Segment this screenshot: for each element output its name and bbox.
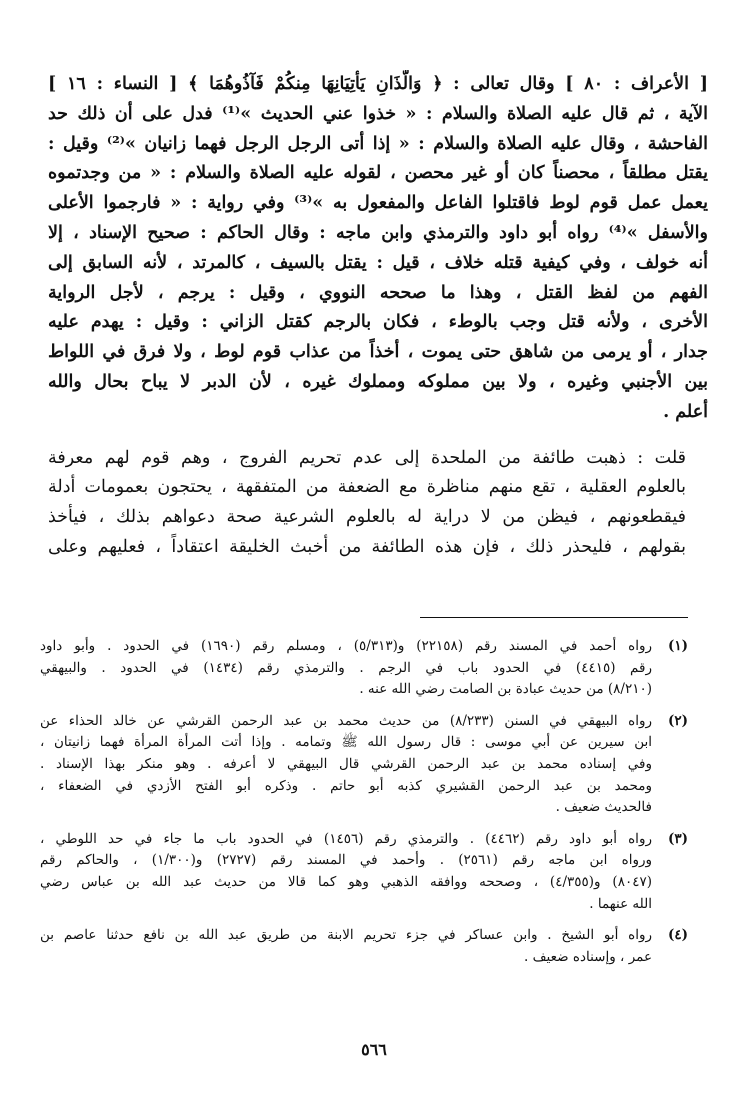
footnote-text <box>40 636 652 701</box>
footnote-line: رواه البيهقي في السنن (٨/٢٣٣) من حديث محمد بن عبد الرحمن القرشي عن خالد الحذاء عن <box>40 712 652 729</box>
paragraph-2 <box>48 444 708 563</box>
footnote-2 <box>40 711 688 819</box>
footnote-line: (٨/٢١٠) من حديث عبادة بن الصامت رضي الله عنه . <box>359 681 652 698</box>
footnote-4 <box>40 925 688 968</box>
footnote-number: (٤) <box>667 927 688 944</box>
text-line: [ الأعراف : ٨٠ ] وقال تعالى : ﴿ وَالَّذَانِ يَأْتِيَانِهَا مِنكُمْ فَآذُوهُمَا ﴾ [ النساء : ١٦ ] <box>48 74 708 94</box>
text-line: أعلم . <box>663 401 708 422</box>
main-text <box>48 70 708 563</box>
text-line: الفاحشة ، وقال عليه الصلاة والسلام : « إذا أتى الرجل الرجل فهما زانيان »⁽²⁾ وقيل : <box>48 133 708 154</box>
footnote-line: رواه أبو داود رقم (٤٤٦٢) . والترمذي رقم (١٤٥٦) في الحدود باب ما جاء في حد اللوطي ، <box>40 830 652 847</box>
footnote-1 <box>40 636 688 701</box>
footnote-3 <box>40 829 688 915</box>
text-line: بالعلوم العقلية ، تقع منهم مناظرة مع الضعفة من المتفقهة ، يحتجون بعمومات أدلة <box>48 477 686 498</box>
text-line: والأسفل »⁽⁴⁾ رواه أبو داود والترمذي وابن ماجه : وقال الحاكم : صحيح الإسناد ، إلا <box>48 222 708 243</box>
footnote-line: عمر ، وإسناده ضعيف . <box>524 948 652 965</box>
footnote-number: (٢) <box>667 712 688 729</box>
footnote-number: (٣) <box>667 830 688 847</box>
text-line: الفهم من لفظ القتل ، وهذا ما صححه النووي ، وقيل : يرجم ، لأجل الرواية <box>48 282 708 303</box>
text-line: الأخرى ، ولأنه قتل وجب بالوطء ، فكان بالرجم كقتل الزاني : وقيل : يهدم عليه <box>48 312 708 333</box>
footnote-text <box>40 925 652 968</box>
text-line: جدار ، أو يرمى من شاهق حتى يموت ، أخذاً من عذاب قوم لوط ، ولا فرق في اللواط <box>48 342 708 363</box>
footnote-text <box>40 711 652 819</box>
footnotes <box>40 636 688 978</box>
footnote-line: فالحديث ضعيف . <box>555 799 652 816</box>
footnote-line: رقم (٤٤١٥) في الحدود باب في الرجم . والترمذي رقم (١٤٣٤) في الحدود . والبيهقي <box>40 659 652 676</box>
footnote-number: (١) <box>667 638 688 654</box>
footnote-line: ابن سيرين عن أبي موسى : قال رسول الله ﷺ وتمامه . وإذا أتت المرأة المرأة فهما زانيتان ، <box>40 734 652 751</box>
footnote-line: الله عنهما . <box>589 895 652 912</box>
footnote-line: (٨٠٤٧) و(٤/٣٥٥) ، وصححه ووافقه الذهبي وهو كما قالا من حديث عبد الله بن عباس رضي <box>40 873 652 890</box>
footnote-text <box>40 829 652 915</box>
footnote-line: رواه أبو الشيخ . وابن عساكر في جزء تحريم الابنة من طريق عبد الله بن نافع حدثنا عاصم بن <box>40 927 652 944</box>
footnote-line: وفي إسناده محمد بن عبد الرحمن القرشي قال البيهقي لا أعرفه . وهو منكر بهذا الإسناد . <box>40 755 652 772</box>
footnote-line: رواه أحمد في المسند رقم (٢٢١٥٨) و(٥/٣١٣) ، ومسلم رقم (١٦٩٠) في الحدود . وأبو داود <box>40 638 652 654</box>
text-line: يعمل عمل قوم لوط فاقتلوا الفاعل والمفعول به »⁽³⁾ وفي رواية : « فارجموا الأعلى <box>48 193 708 214</box>
footnote-line: ومحمد بن عبد الرحمن القشيري كذبه أبو حاتم . وذكره أبو الفتح الأزدي في الضعفاء ، <box>40 777 652 794</box>
text-line: فيقطعونهم ، فيظن من لا دراية له بالعلوم الشرعية صحة دعواهم بذلك ، فيأخذ <box>48 507 686 528</box>
footnote-divider <box>420 617 688 618</box>
paragraph-1 <box>48 70 708 428</box>
text-line: الآية ، ثم قال عليه الصلاة والسلام : « خذوا عني الحديث »⁽¹⁾ فدل على أن ذلك حد <box>48 103 708 124</box>
text-line: أنه خولف ، وفي كيفية قتله خلاف ، قيل : يقتل بالسيف ، كالمرتد ، لأنه السابق إلى <box>48 252 708 273</box>
footnote-line: ورواه ابن ماجه رقم (٢٥٦١) . وأحمد في المسند رقم (٢٧٢٧) و(١/٣٠٠) ، والحاكم رقم <box>40 852 652 869</box>
text-line: قلت : ذهبت طائفة من الملحدة إلى عدم تحريم الفروج ، وهم قوم لهم معرفة <box>48 447 686 468</box>
text-line: بين الأجنبي وغيره ، ولا بين مملوكه ومملوك غيره ، لأن الدبر لا يباح بحال والله <box>48 371 708 392</box>
text-line: يقتل مطلقاً ، محصناً كان أو غير محصن ، لقوله عليه الصلاة والسلام : « من وجدتموه <box>48 163 708 184</box>
text-line: بقولهم ، فليحذر ذلك ، فإن هذه الطائفة من أخبث الخليقة اعتقاداً ، فعليهم وعلى <box>48 536 686 557</box>
page-number: ٥٦٦ <box>361 1040 387 1059</box>
